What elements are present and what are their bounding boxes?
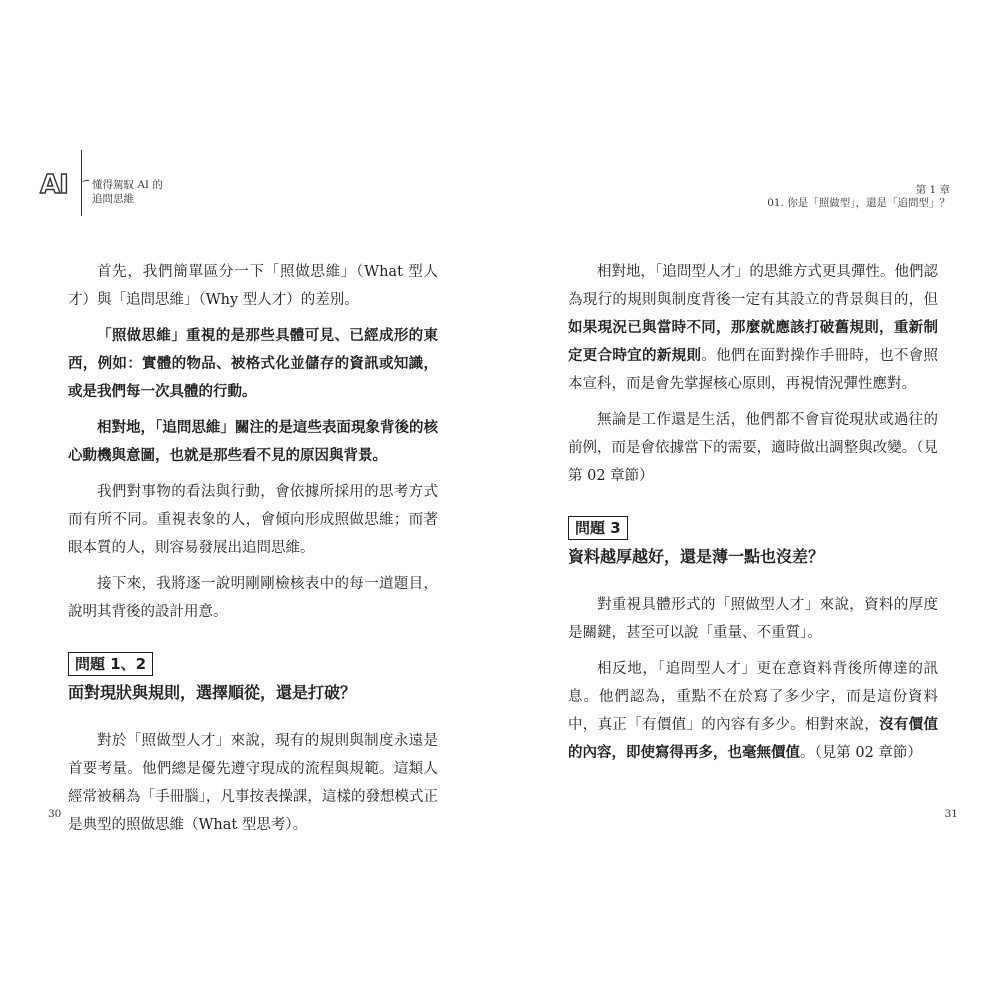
paragraph: 接下來，我將逐一說明剛剛檢核表中的每一道題目，說明其背後的設計用意。 [68, 576, 438, 620]
text-run: 。（見第 02 章節） [800, 745, 922, 761]
page-number-right: 31 [944, 808, 958, 820]
paragraph: 對於「照做型人才」來說，現有的規則與制度永遠是首要考量。他們總是優先遵守現成的流程與規範。這類人經常被稱為「手冊腦」，凡事按表操課，這樣的發想模式正是典型的照做思維（What 型思考）。 [68, 733, 438, 833]
paragraph [568, 258, 938, 398]
question-label-box: 問題 3 [568, 516, 628, 540]
paragraph [568, 655, 938, 767]
brace-icon [71, 150, 82, 216]
right-page-body [568, 258, 938, 775]
paragraph-bold: 「照做思維」重視的是那些具體可見、已經成形的東西，例如：實體的物品、被格式化並儲存的資訊或知識，或是我們每一次具體的行動。 [68, 327, 438, 400]
book-title [92, 178, 163, 206]
chapter-label: 第 1 章 [915, 184, 950, 196]
paragraph: 首先，我們簡單區分一下「照做思維」（What 型人才）與「追問思維」（Why 型人才）的差別。 [68, 264, 438, 308]
running-header-left [40, 148, 200, 218]
running-header-right [767, 184, 950, 210]
left-page-body [68, 258, 438, 847]
section-label: 01. 你是「照做型」，還是「追問型」？ [767, 197, 950, 209]
book-title-line1: 懂得駕馭 AI 的 [92, 179, 163, 191]
book-title-line2: 追問思維 [92, 193, 134, 205]
question-title: 資料越厚越好，還是薄一點也沒差？ [568, 547, 825, 566]
bold-text-run: 如果現況已與當時不同，那麼就應該打破舊規則，重新制定更合時宜的新規則 [568, 319, 938, 364]
question-label-box: 問題 1、2 [68, 652, 153, 676]
paragraph-bold: 相對地，「追問思維」關注的是這些表面現象背後的核心動機與意圖，也就是那些看不見的原因與背景。 [68, 419, 438, 464]
text-run: 相反地，「追問型人才」更在意資料背後所傳達的訊息。他們認為，重點不在於寫了多少字，而是這份資料中，真正「有價值」的內容有多少。相對來說， [568, 661, 938, 733]
paragraph: 無論是工作還是生活，他們都不會盲從現狀或過往的前例，而是會依據當下的需要，適時做出調整與改變。（見第 02 章節） [568, 412, 938, 484]
paragraph: 對重視具體形式的「照做型人才」來說，資料的厚度是關鍵，甚至可以說「重量、不重質」。 [568, 597, 938, 641]
paragraph: 我們對事物的看法與行動，會依據所採用的思考方式而有所不同。重視表象的人，會傾向形成照做思維；而著眼本質的人，則容易發展出追問思維。 [68, 484, 438, 556]
text-run: 相對地，「追問型人才」的思維方式更具彈性。他們認為現行的規則與制度背後一定有其設立的背景與目的，但 [568, 264, 938, 308]
ai-logo: AI [40, 170, 68, 200]
page-number-left: 30 [48, 808, 62, 820]
bold-text-run: 沒有價值的內容，即使寫得再多，也毫無價值 [568, 716, 938, 761]
question-title: 面對現狀與規則，選擇順從，還是打破？ [68, 683, 357, 702]
text-run: 。他們在面對操作手冊時，也不會照本宣科，而是會先掌握核心原則，再視情況彈性應對。 [568, 348, 938, 392]
